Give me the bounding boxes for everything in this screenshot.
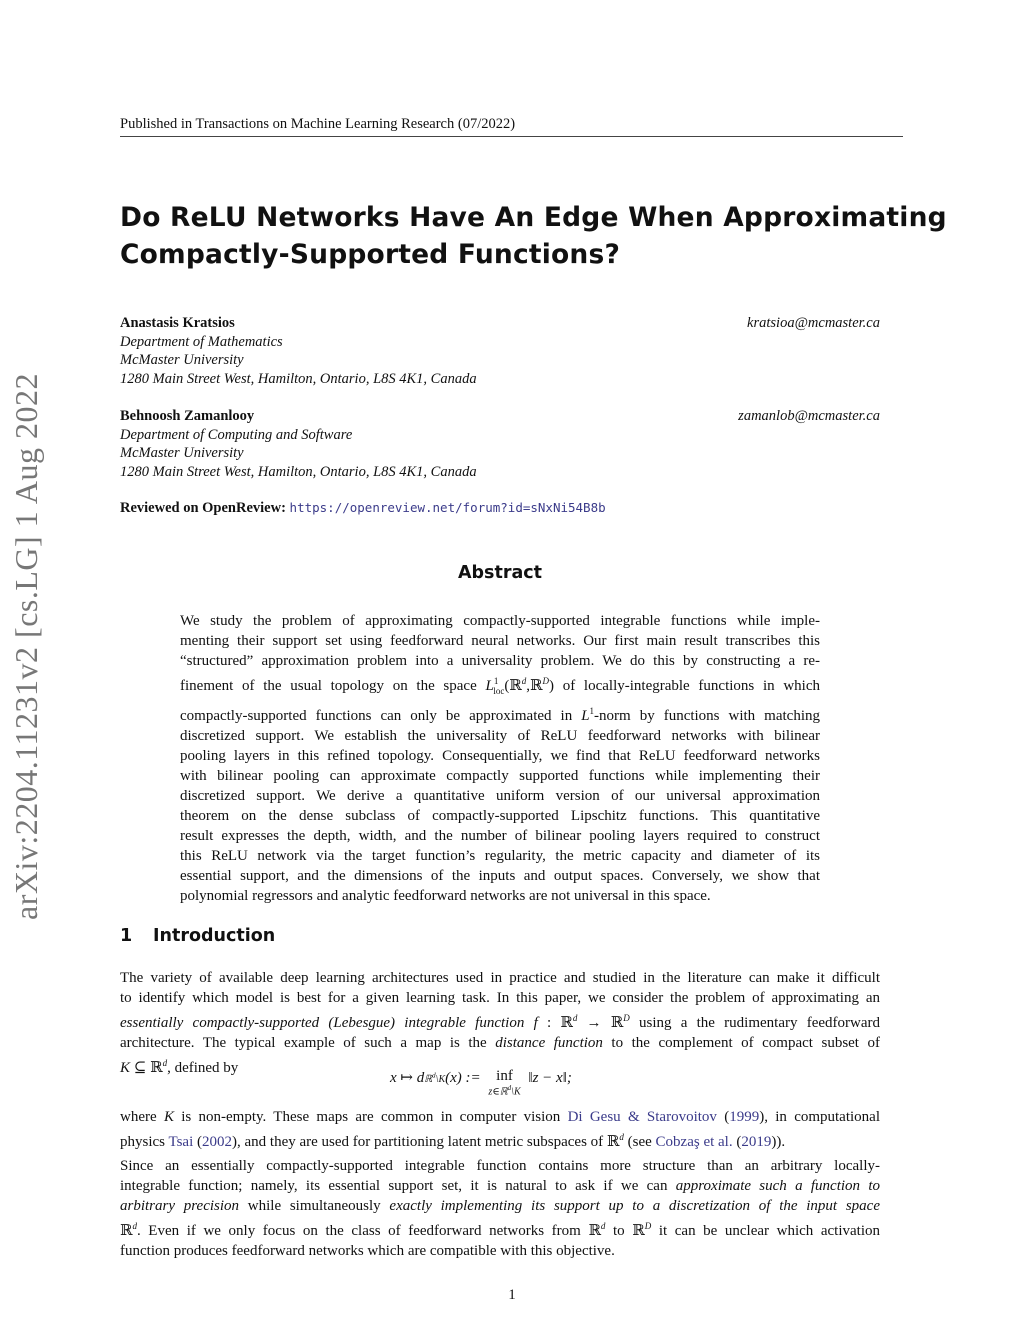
author-address: 1280 Main Street West, Hamilton, Ontario, L8S 4K1, Canada [120, 370, 477, 387]
citation-year-link[interactable]: 1999 [729, 1109, 760, 1125]
author-university: McMaster University [120, 352, 244, 368]
title-line-2: Compactly-Supported Functions? [120, 239, 621, 270]
running-header: Published in Transactions on Machine Learning Research (07/2022) [120, 116, 903, 137]
abstract-line: compactly-supported functions can only be approximated in $L^1$-norm by functions with matching [180, 706, 820, 724]
abstract-body [180, 611, 820, 906]
review-line [120, 500, 606, 517]
text-run: , and they are used for partitioning latent metric subspaces of [237, 1134, 607, 1150]
openreview-link[interactable]: https://openreview.net/forum?id=sNxNi54B8b [289, 500, 606, 515]
abstract-line: this ReLU network via the target function’s regularity, the metric capacity and diameter of its [180, 848, 820, 864]
text-run: to the complement of compact subset of [602, 1035, 880, 1051]
body-line: function produces feedforward networks which are compatible with this objective. [120, 1243, 615, 1259]
emphasis-text: approximate such a function to [675, 1178, 880, 1194]
text-run: using a the rudimentary feedforward [629, 1015, 880, 1031]
abstract-heading: Abstract [457, 563, 543, 583]
intro-paragraph-2 [120, 1107, 880, 1152]
body-line: The variety of available deep learning architectures used in practice and studied in the literature can make it difficult [120, 970, 880, 986]
infimum-operator: inf z∈ℝ$^d$\K [488, 1068, 521, 1098]
section-title: Introduction [153, 926, 276, 946]
author-block-1 [120, 314, 880, 388]
section-heading-introduction [120, 926, 275, 946]
text-run: is non-empty. These maps are common in computer vision [173, 1109, 568, 1125]
arxiv-identifier: arXiv:2204.11231v2 [cs.LG] 1 Aug 2022 [8, 372, 44, 920]
text-run: compactly-supported functions can only be approximated in [180, 708, 582, 724]
section-number: 1 [120, 926, 133, 946]
abstract-line: “structured” approximation problem into a universality problem. We do this by constructing a re- [180, 653, 820, 669]
body-line: physics Tsai (2002), and they are used for partitioning latent metric subspaces of ℝ$^d$ (see Cobzaş et al. (2019)). [120, 1132, 786, 1150]
text-run: architecture. The typical example of such a map is the [120, 1035, 496, 1051]
review-label: Reviewed on OpenReview: [120, 500, 286, 516]
author-email[interactable]: zamanlob@mcmaster.ca [738, 408, 880, 424]
text-run: )). [771, 1134, 786, 1150]
citation-link[interactable]: Cobzaş et al. [655, 1134, 733, 1150]
author-name: Anastasis Kratsios [120, 315, 235, 331]
text-run: finement of the usual topology on the space [180, 678, 486, 694]
emphasis-text: distance function [495, 1035, 603, 1051]
text-run: while simultaneously [239, 1198, 390, 1214]
body-line: ℝ$^d$. Even if we only focus on the class of feedforward networks from ℝ$^d$ to ℝ$^D$ it can be unclear which activation [120, 1221, 881, 1239]
author-address: 1280 Main Street West, Hamilton, Ontario, L8S 4K1, Canada [120, 463, 477, 480]
body-line [120, 1176, 880, 1196]
paper-title [120, 199, 947, 273]
body-line [120, 1196, 880, 1216]
abstract-line: finement of the usual topology on the space $L^1_{loc}(ℝ^d,ℝ^D)$ of locally-integrable functions in which [180, 676, 820, 696]
emphasis-text: arbitrary precision [120, 1198, 240, 1214]
body-line [120, 1033, 880, 1053]
abstract-line: menting their support set using feedforward neural networks. Our first main result transcribes this [180, 633, 820, 649]
text-run: of locally-integrable functions in which [554, 678, 820, 694]
body-line: where K is non-empty. These maps are common in computer vision Di Gesu & Starovoitov (1999), in computational [120, 1109, 880, 1125]
text-run: , in computational [764, 1109, 880, 1125]
text-run: where [120, 1109, 164, 1125]
abstract-line: discretized support. We derive a quantitative uniform version of our universal approximation [180, 788, 820, 804]
abstract-line: We study the problem of approximating compactly-supported integrable functions while imple- [180, 613, 820, 629]
author-department: Department of Computing and Software [120, 426, 353, 443]
citation-year-link[interactable]: 2019 [741, 1134, 772, 1150]
emphasis-text: exactly implementing its support up to a discretization of the input space [389, 1198, 881, 1214]
author-name: Behnoosh Zamanlooy [120, 408, 255, 424]
citation-link[interactable]: Tsai [168, 1134, 194, 1150]
abstract-line: result expresses the depth, width, and the number of bilinear pooling layers required to construct [180, 828, 820, 844]
emphasis-text: essentially compactly-supported (Lebesgue) integrable function [120, 1015, 525, 1031]
text-run: , defined by [167, 1060, 239, 1076]
author-email[interactable]: kratsioa@mcmaster.ca [747, 315, 880, 331]
citation-link[interactable]: Di Gesu & Starovoitov [567, 1109, 717, 1125]
text-run: physics [120, 1134, 169, 1150]
abstract-line: essential support, and the dimensions of the inputs and output spaces. Conversely, we show that [180, 868, 820, 884]
intro-paragraph-1 [120, 968, 880, 1078]
text-run: -norm by functions with matching [594, 708, 820, 724]
body-line: Since an essentially compactly-supported integrable function contains more structure than an arbitrary locally- [120, 1158, 880, 1174]
text-run: integrable function; namely, its essential support set, it is natural to ask if we can [120, 1178, 676, 1194]
abstract-line: theorem on the dense subclass of compactly-supported Lipschitz functions. This quantitative [180, 808, 820, 824]
author-department: Department of Mathematics [120, 333, 283, 350]
body-line: K ⊆ ℝ$^d$, defined by [120, 1058, 239, 1076]
text-run: . Even if we only focus on the class of feedforward networks from [136, 1223, 589, 1239]
distance-function-formula: x ↦ dℝ$^d$\K(x) := inf z∈ℝ$^d$\K ‖z − x‖; [390, 1068, 572, 1098]
text-run: (see [623, 1134, 656, 1150]
page-number: 1 [508, 1287, 516, 1303]
body-line: essentially compactly-supported (Lebesgue) integrable function f : ℝ$^d$ → ℝ$^D$ using a the rudimentary feedforward [120, 1013, 880, 1031]
citation-year-link[interactable]: 2002 [202, 1134, 233, 1150]
text-run: to [605, 1223, 633, 1239]
abstract-line: discretized support. We establish the universality of ReLU feedforward networks with bilinear [180, 728, 820, 744]
abstract-line: pooling layers in this refined topology. Consequentially, we find that ReLU feedforward networks [180, 748, 820, 764]
abstract-line: with bilinear pooling can approximate compactly supported functions while implementing their [180, 768, 820, 784]
body-line: to identify which model is best for a given learning task. In this paper, we consider the problem of approximating an [120, 990, 880, 1006]
title-line-1: Do ReLU Networks Have An Edge When Approximating [120, 202, 947, 233]
author-university: McMaster University [120, 445, 244, 461]
text-run: it can be unclear which activation [651, 1223, 881, 1239]
author-block-2 [120, 407, 880, 481]
abstract-line: polynomial regressors and analytic feedforward networks are not universal in this space. [180, 888, 711, 904]
intro-paragraph-3 [120, 1156, 880, 1261]
arxiv-sidebar [8, 356, 68, 936]
